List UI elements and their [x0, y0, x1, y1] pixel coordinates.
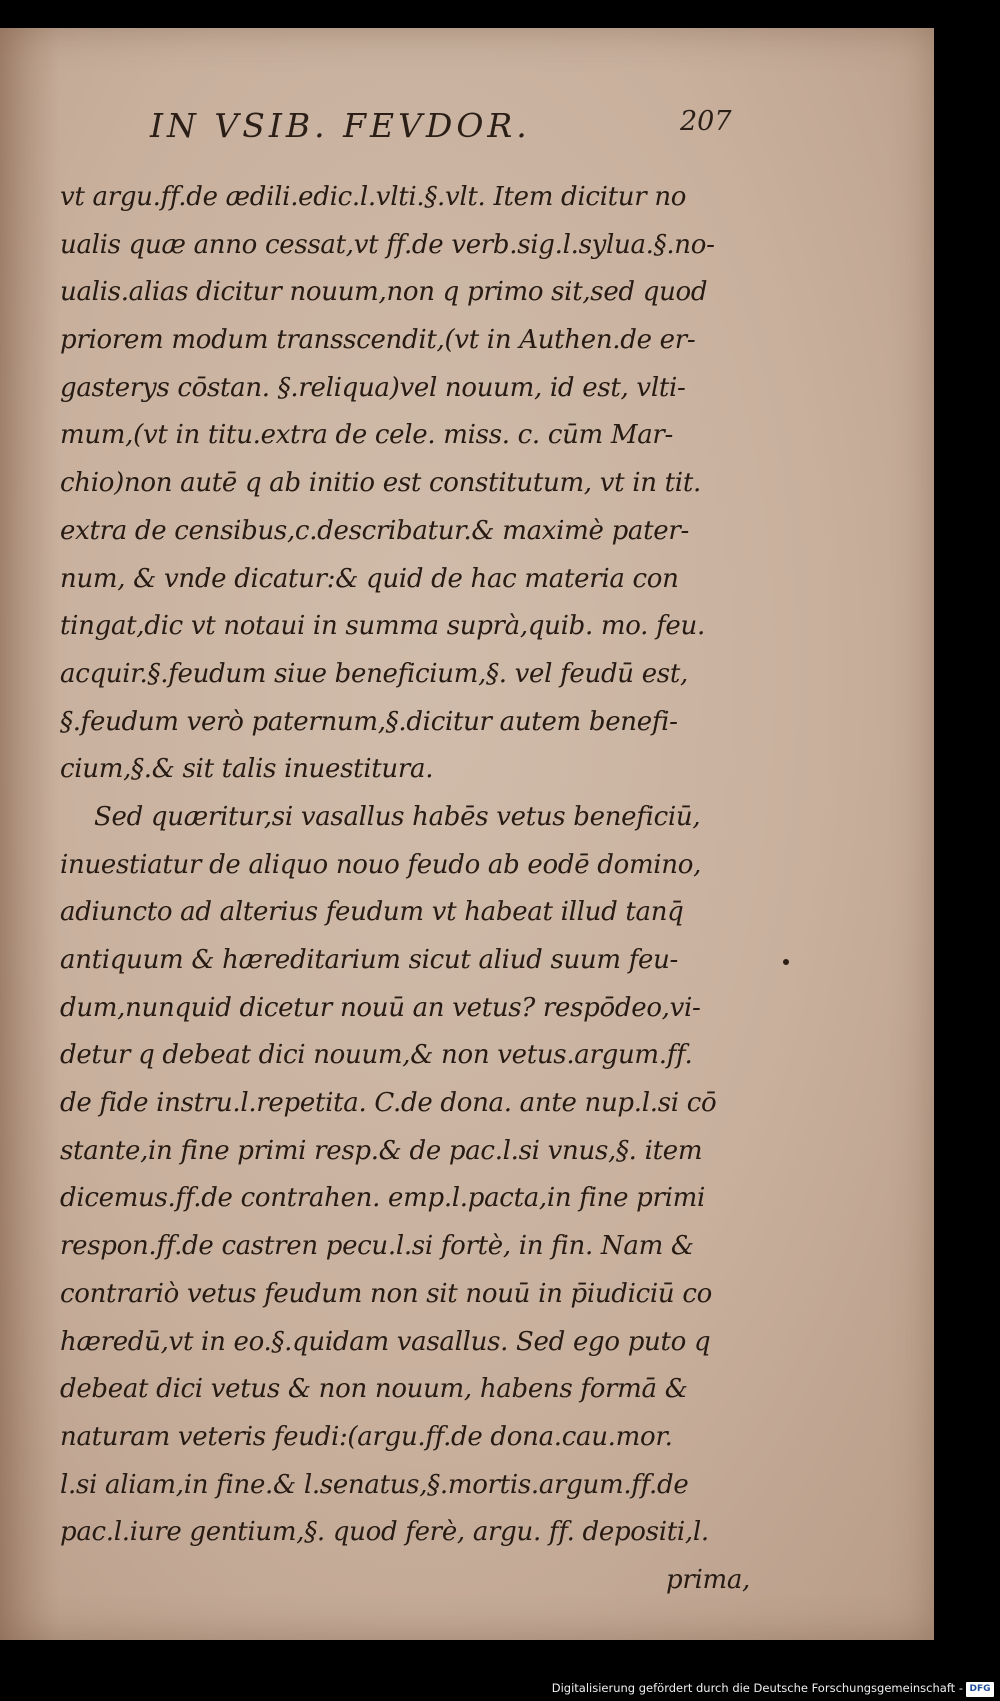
text-line: extra de censibus,c.describatur.& maximè pater-: [60, 515, 689, 546]
text-line: dum,nunquid dicetur nouū an vetus? respōdeo,vi-: [60, 992, 701, 1023]
text-line: num, & vnde dicatur:& quid de hac materia con: [60, 563, 679, 594]
text-line: gasterys cōstan. §.reliqua)vel nouum, id est, vlti-: [60, 372, 686, 403]
text-line: stante,in fine primi resp.& de pac.l.si vnus,§. item: [60, 1135, 703, 1166]
dfg-logo-text: DFG: [969, 1684, 991, 1694]
text-line: tingat,dic vt notaui in summa suprà,quib. mo. feu.: [60, 611, 705, 642]
page-header: [150, 106, 740, 156]
text-line: ualis.alias dicitur nouum,non q primo sit,sed quod: [60, 277, 708, 308]
book-page: [0, 28, 934, 1640]
dfg-logo: [966, 1682, 994, 1697]
ink-speck: [783, 959, 789, 965]
text-line: mum,(vt in titu.extra de cele. miss. c. cūm Mar-: [60, 420, 674, 451]
running-title: IN VSIB. FEVDOR.: [150, 106, 531, 145]
funding-credit: Digitalisierung gefördert durch die Deutsche Forschungsgemeinschaft -: [551, 1681, 963, 1695]
text-line: adiuncto ad alterius feudum vt habeat illud tanq̄: [60, 897, 684, 928]
body-text: [60, 174, 750, 1605]
catchword: prima,: [665, 1564, 750, 1595]
text-line: debeat dici vetus & non nouum, habens formā &: [60, 1374, 688, 1405]
text-line: naturam veteris feudi:(argu.ff.de dona.cau.mor.: [60, 1421, 673, 1452]
text-line: detur q debeat dici nouum,& non vetus.argum.ff.: [60, 1040, 693, 1071]
text-line: dicemus.ff.de contrahen. emp.l.pacta,in fine primi: [60, 1183, 706, 1214]
text-line: contrariò vetus feudum non sit nouū in p̄iudiciū co: [60, 1278, 712, 1309]
text-line: ualis quæ anno cessat,vt ff.de verb.sig.l.sylua.§.no-: [60, 229, 715, 260]
text-line: chio)non autē q ab initio est constitutum, vt in tit.: [60, 468, 701, 499]
text-line: de fide instru.l.repetita. C.de dona. ante nup.l.si cō: [60, 1088, 717, 1119]
text-line: priorem modum transscendit,(vt in Authen.de er-: [60, 325, 696, 356]
text-line: respon.ff.de castren pecu.l.si fortè, in fin. Nam &: [60, 1231, 694, 1262]
text-line: l.si aliam,in fine.& l.senatus,§.mortis.argum.ff.de: [60, 1469, 689, 1500]
text-line: hæredū,vt in eo.§.quidam vasallus. Sed ego puto q: [60, 1326, 711, 1357]
page-number: 207: [680, 106, 732, 137]
text-line: pac.l.iure gentium,§. quod ferè, argu. ff. depositi,l.: [60, 1517, 709, 1548]
text-line: vt argu.ff.de ædili.edic.l.vlti.§.vlt. Item dicitur no: [60, 182, 687, 212]
digitization-footer: [0, 1679, 1000, 1701]
text-line: antiquum & hæreditarium sicut aliud suum feu-: [60, 945, 679, 975]
text-line: acquir.§.feudum siue beneficium,§. vel feudū est,: [60, 658, 688, 689]
paragraph-start-line: Sed quæritur,si vasallus habēs vetus beneficiū,: [94, 801, 701, 832]
text-line: cium,§.& sit talis inuestitura.: [60, 754, 434, 785]
text-line: inuestiatur de aliquo nouo feudo ab eodē domino,: [60, 849, 702, 880]
text-line: §.feudum verò paternum,§.dicitur autem benefi-: [60, 706, 678, 737]
